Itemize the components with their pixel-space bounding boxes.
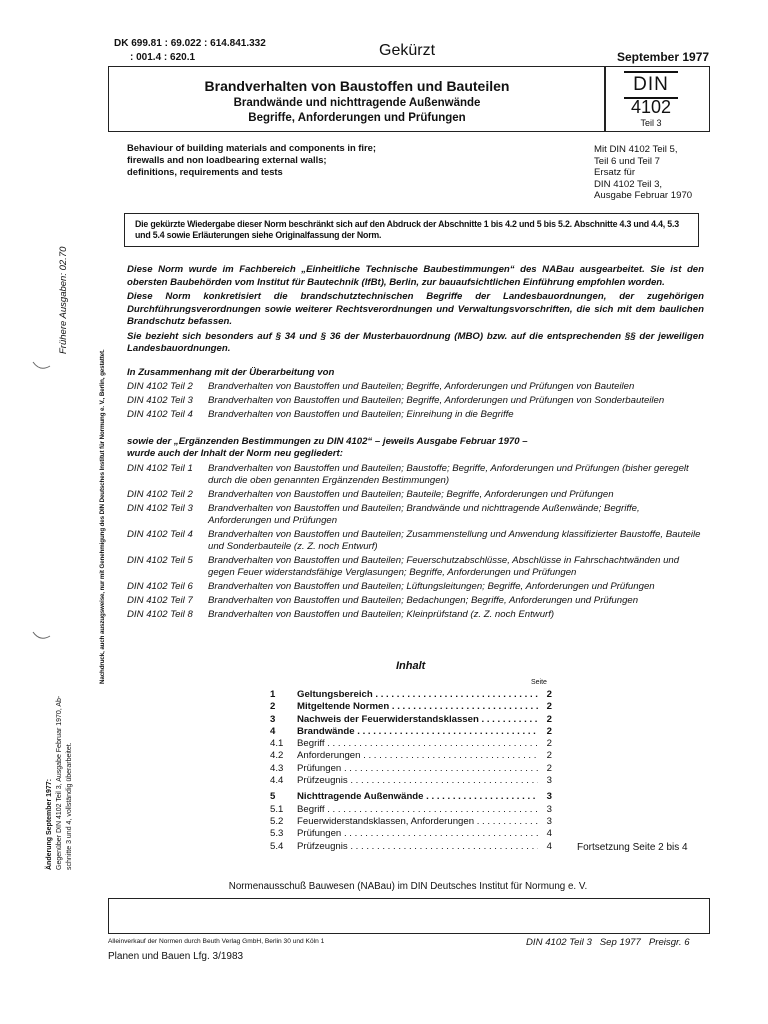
toc-row[interactable] [270, 828, 552, 840]
sowie-line: wurde auch der Inhalt der Norm neu gegliedert: [127, 448, 343, 459]
list-item [127, 595, 705, 607]
standard-code: DIN 4102 Teil 4 [127, 409, 193, 420]
list-item [127, 409, 705, 421]
list-item [127, 395, 705, 407]
english-title-line: firewalls and non loadbearing external walls; [127, 154, 327, 165]
punch-mark [32, 360, 52, 374]
toc-page: 4 [546, 828, 552, 840]
toc-title: Begriff . . . [297, 738, 538, 750]
list-item [127, 609, 705, 621]
standard-desc: Brandverhalten von Baustoffen und Bauteilen; Begriffe, Anforderungen und Prüfungen von Sonderbauteilen [208, 395, 665, 406]
status-label: Gekürzt [379, 42, 436, 59]
toc-title: Prüfzeugnis . . . [297, 775, 538, 787]
toc-row[interactable] [270, 816, 552, 828]
toc-number: 2 [270, 701, 276, 713]
bottom-frame [108, 898, 710, 934]
intro-paragraph: Sie bezieht sich besonders auf § 34 und § 36 der Musterbauordnung (MBO) bzw. auf die entsprechenden §§ der jeweiligen Landesbauordnungen. [127, 330, 704, 354]
standard-code: DIN 4102 Teil 6 [127, 581, 193, 592]
standard-code: DIN 4102 Teil 4 [127, 529, 193, 540]
reprint-notice: Nachdruck, auch auszugsweise, nur mit Genehmigung des DIN Deutsches Institut für Normung e. V., Berlin, gestattet. [99, 349, 106, 684]
toc-title: Prüfzeugnis . . . [297, 841, 538, 853]
notice-box [124, 213, 699, 247]
replacement-line: Mit DIN 4102 Teil 5, [594, 144, 678, 155]
standard-desc: Brandverhalten von Baustoffen und Bauteilen; Zusammenstellung und Anwendung klassifizierter Baustoffe, Bauteile und Sonderbauteile (z. Z. noch Entwurf) [208, 529, 701, 552]
standard-code: DIN 4102 Teil 7 [127, 595, 193, 606]
list-item [127, 381, 705, 393]
toc-number: 4.2 [270, 750, 284, 762]
punch-mark [32, 630, 52, 644]
toc-title: Brandwände . . . [297, 726, 538, 738]
change-note-1: Änderung September 1977: [46, 778, 53, 870]
page-subtitle-2: Begriffe, Anforderungen und Prüfungen [248, 112, 466, 124]
standard-code: DIN 4102 Teil 2 [127, 381, 193, 392]
toc-number: 4.3 [270, 762, 284, 774]
standard-code: DIN 4102 Teil 1 [127, 463, 193, 474]
toc-page: 2 [546, 738, 552, 750]
toc-row[interactable] [270, 701, 552, 713]
toc-row[interactable] [270, 689, 552, 701]
standard-code: DIN 4102 Teil 2 [127, 489, 193, 500]
toc-row[interactable] [270, 750, 552, 762]
toc-number: 5 [270, 791, 276, 803]
toc-number: 4 [270, 725, 276, 737]
prior-standards-list [127, 381, 705, 423]
intro-paragraph: Diese Norm konkretisiert die brandschutztechnischen Begriffe der Landesbauordnungen, der zugehörigen Durchführungsverordnungen sowie weiterer Rechtsverordnungen und Verwaltungsvorschriften, die sich mit dem baulichen Brandschutz befassen. [127, 291, 704, 327]
standard-desc: Brandverhalten von Baustoffen und Bauteilen; Bedachungen; Begriffe, Anforderungen und Prüfungen [208, 595, 639, 606]
list-item [127, 581, 705, 593]
replacement-note [594, 144, 692, 202]
din-number: 4102 [630, 97, 672, 117]
toc-number: 5.1 [270, 803, 284, 815]
toc-row[interactable] [270, 714, 552, 726]
toc-row[interactable] [270, 804, 552, 816]
toc-number: 5.4 [270, 840, 284, 852]
toc-number: 5.3 [270, 828, 284, 840]
standard-code: DIN 4102 Teil 3 [127, 503, 193, 514]
toc-row[interactable] [270, 726, 552, 738]
din-part: Teil 3 [640, 118, 662, 128]
standard-desc: Brandverhalten von Baustoffen und Bauteilen; Begriffe, Anforderungen und Prüfungen von Bauteilen [208, 381, 635, 392]
page-subtitle-1: Brandwände und nichttragende Außenwände [233, 97, 481, 109]
intro-text [127, 264, 704, 358]
din-box-divider [604, 66, 606, 132]
footer-left: Alleinverkauf der Normen durch Beuth Verlag GmbH, Berlin 30 und Köln 1 [108, 938, 325, 945]
toc-row[interactable] [270, 841, 552, 853]
footer-right: DIN 4102 Teil 3 Sep 1977 Preisgr. 6 [526, 937, 690, 948]
toc-row[interactable] [270, 738, 552, 750]
sowie-line: sowie der „Ergänzenden Bestimmungen zu DIN 4102“ – jeweils Ausgabe Februar 1970 – [127, 436, 528, 447]
list-item [127, 555, 705, 579]
intro-paragraph: Diese Norm wurde im Fachbereich „Einheitliche Technische Baubestimmungen“ des NABau ausgearbeitet. Sie ist den obersten Baubehörden vom Institut für Bautechnik (IfBt), Berlin, zur bauaufsichtlichen Einführung empfohlen worden. [127, 264, 704, 288]
standard-desc: Brandverhalten von Baustoffen und Bauteilen; Bauteile; Begriffe, Anforderungen und Prüfungen [208, 489, 614, 500]
toc-number: 4.4 [270, 775, 284, 787]
standard-code: DIN 4102 Teil 3 [127, 395, 193, 406]
toc-page-label: Seite [531, 679, 547, 686]
new-standards-list [127, 463, 705, 623]
standard-desc: Brandverhalten von Baustoffen und Bauteilen; Einreihung in die Begriffe [208, 409, 514, 420]
standard-desc: Brandverhalten von Baustoffen und Bauteilen; Kleinprüfstand (z. Z. noch Entwurf) [208, 609, 555, 620]
replacement-line: Teil 6 und Teil 7 [594, 155, 660, 167]
toc-page: 2 [546, 725, 552, 737]
toc-page: 4 [546, 840, 552, 852]
standard-desc: Brandverhalten von Baustoffen und Bauteilen; Baustoffe; Begriffe, Anforderungen und Prüfungen (bisher geregelt durch die oben genannten Ergänzenden Bestimmungen) [208, 463, 689, 486]
toc-title: Mitgeltende Normen . . . [297, 701, 538, 713]
toc-page: 3 [546, 775, 552, 787]
toc-page: 2 [546, 713, 552, 725]
toc-page: 2 [546, 750, 552, 762]
toc-title: Prüfungen . . . [297, 828, 538, 840]
publication-line: Planen und Bauen Lfg. 3/1983 [108, 951, 244, 962]
issue-date: September 1977 [617, 50, 710, 64]
english-title-line: Behaviour of building materials and components in fire; [127, 142, 376, 153]
standard-code: DIN 4102 Teil 5 [127, 555, 193, 566]
toc-row[interactable] [270, 791, 552, 803]
table-of-contents [270, 689, 552, 853]
toc-page: 2 [546, 689, 552, 700]
replacement-line: Ausgabe Februar 1970 [594, 190, 693, 201]
toc-title: Nichttragende Außenwände . . . [297, 791, 538, 803]
toc-title: Feuerwiderstandsklassen, Anforderungen . . . [297, 816, 538, 828]
toc-page: 3 [546, 815, 552, 827]
list-item [127, 503, 705, 527]
toc-number: 5.2 [270, 815, 284, 827]
toc-page: 3 [546, 791, 552, 803]
earlier-editions-note: Frühere Ausgaben: 02.70 [58, 246, 69, 354]
toc-title: Geltungsbereich . . . [297, 689, 538, 701]
sowie-text [127, 436, 528, 460]
change-note-3: schnitte 3 und 4, vollständig überarbeitet. [66, 742, 73, 870]
english-title [127, 142, 376, 178]
continuation-note: Fortsetzung Seite 2 bis 4 [577, 842, 688, 853]
replacement-line: Ersatz für [594, 167, 636, 178]
standard-code: DIN 4102 Teil 8 [127, 609, 193, 620]
toc-page: 2 [546, 762, 552, 774]
din-logo [624, 71, 678, 99]
committee-name: Normenausschuß Bauwesen (NABau) im DIN Deutsches Institut für Normung e. V. [228, 881, 588, 892]
english-title-line: definitions, requirements and tests [127, 166, 283, 177]
toc-title: Anforderungen . . . [297, 750, 538, 762]
din-logo-text: DIN [633, 74, 669, 95]
list-item [127, 489, 705, 501]
standard-desc: Brandverhalten von Baustoffen und Bauteilen; Feuerschutzabschlüsse, Abschlüsse in Fahrschachtwänden und gegen Feuer widerstandsfähige Verglasungen; Begriffe, Anforderungen und Prüfungen [208, 555, 680, 578]
toc-title: Begriff . . . [297, 804, 538, 816]
toc-number: 4.1 [270, 738, 284, 750]
change-note-2: Gegenüber DIN 4102 Teil 3, Ausgabe Februar 1970, Ab- [56, 695, 63, 870]
classification-number-2: : 001.4 : 620.1 [130, 52, 196, 63]
toc-title: Prüfungen . . . [297, 763, 538, 775]
list-item [127, 463, 705, 487]
page-title: Brandverhalten von Baustoffen und Bauteilen [204, 78, 510, 94]
standard-desc: Brandverhalten von Baustoffen und Bauteilen; Brandwände und nichttragende Außenwände; Begriffe, Anforderungen und Prüfungen [208, 503, 640, 526]
toc-number: 1 [270, 689, 276, 700]
classification-number: DK 699.81 : 69.022 : 614.841.332 [114, 38, 266, 49]
toc-page: 2 [546, 701, 552, 713]
context-heading: In Zusammenhang mit der Überarbeitung von [127, 367, 335, 378]
toc-number: 3 [270, 713, 276, 725]
list-item [127, 529, 705, 553]
toc-row[interactable] [270, 763, 552, 775]
toc-row[interactable] [270, 775, 552, 787]
replacement-line: DIN 4102 Teil 3, [594, 178, 663, 190]
toc-heading: Inhalt [396, 660, 426, 672]
toc-page: 3 [546, 803, 552, 815]
toc-title: Nachweis der Feuerwiderstandsklassen . . . [297, 714, 538, 726]
standard-desc: Brandverhalten von Baustoffen und Bauteilen; Lüftungsleitungen; Begriffe, Anforderungen und Prüfungen [208, 581, 655, 592]
notice-text: Die gekürzte Wiedergabe dieser Norm beschränkt sich auf den Abdruck der Abschnitte 1 bis 4.2 und 5 bis 5.2. Abschnitte 4.3 und 4.4, 5.3 und 5.4 sowie Erläuterungen siehe Originalfassung der Norm. [135, 219, 679, 240]
